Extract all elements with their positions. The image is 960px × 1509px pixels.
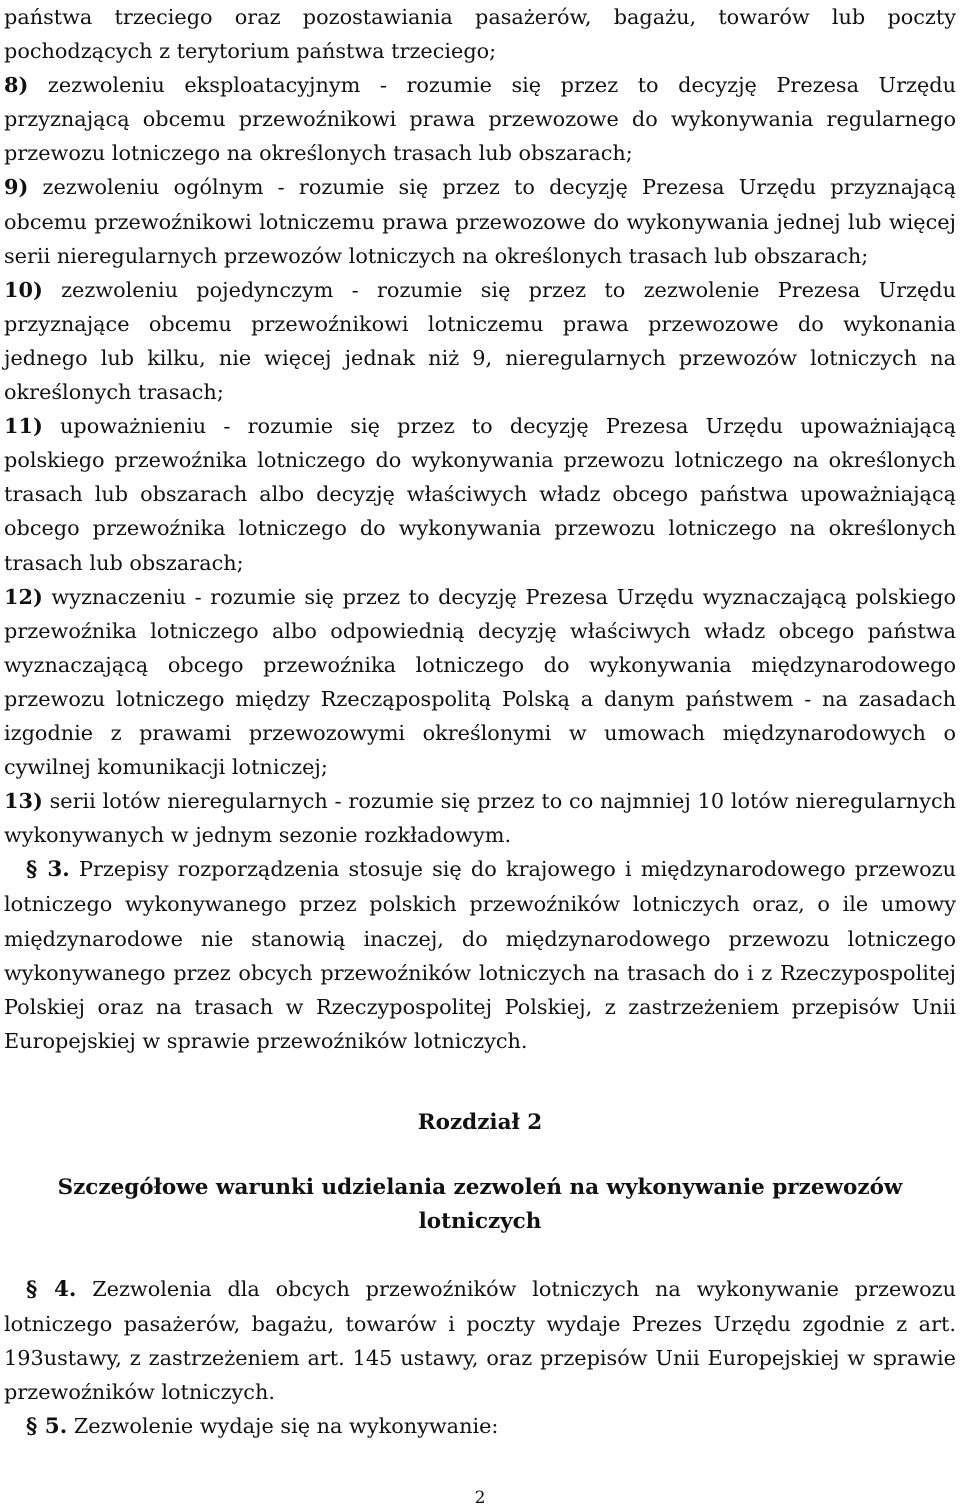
definition-text: zezwoleniu pojedynczym - rozumie się przez to zezwolenie Prezesa Urzędu przyznające obcemu przewoźnikowi lotniczemu prawa przewozowe do wykonania jednego lub kilku, nie więcej jednak niż 9, nieregularnych przewozów lotniczych na określonych trasach;: [4, 277, 956, 405]
document-page: [4, 0, 956, 1444]
definition-item-11: [4, 409, 956, 579]
definition-item-8: [4, 68, 956, 170]
section-4-paragraph: [4, 1272, 956, 1409]
section-5-marker: [26, 1414, 67, 1439]
definition-item-12: [4, 580, 956, 785]
chapter-heading: Szczegółowe warunki udzielania zezwoleń na wykonywanie przewozów lotniczych: [57, 1174, 903, 1235]
section-3-number: 3.: [47, 857, 70, 883]
section-3-marker: [26, 857, 70, 882]
section-4-number: 4.: [53, 1276, 77, 1302]
definition-text: upoważnieniu - rozumie się przez to decyzję Prezesa Urzędu upoważniającą polskiego przewoźnika lotniczego do wykonywania przewozu lotniczego na określonych trasach lub obszarach albo decyzję właściwych władz obcego państwa upoważniającą obcego przewoźnika lotniczego do wykonywania przewozu lotniczego na określonych trasach lub obszarach;: [4, 414, 956, 575]
definition-item-13: [4, 784, 956, 852]
definition-number: 8): [4, 72, 29, 98]
definition-number: 13): [4, 788, 43, 814]
definition-item-9: [4, 170, 956, 272]
chapter-title: Rozdział 2: [417, 1109, 543, 1135]
definition-text: wyznaczeniu - rozumie się przez to decyzję Prezesa Urzędu wyznaczającą polskiego przewoźnika lotniczego albo odpowiednią decyzję właściwych władz obcego państwa wyznaczającą obcego przewoźnika lotniczego do wykonywania międzynarodowego przewozu lotniczego między Rzecząpospolitą Polską a danym państwem - na zasadach izgodnie z prawami przewozowymi określonymi w umowach międzynarodowych o cywilnej komunikacji lotniczej;: [4, 584, 956, 780]
definition-number: 12): [4, 583, 43, 609]
definition-text: zezwoleniu eksploatacyjnym - rozumie się przez to decyzję Prezesa Urzędu przyznającą obcemu przewoźnikowi prawa przewozowe do wykonywania regularnego przewozu lotniczego na określonych trasach lub obszarach;: [4, 73, 956, 166]
section-3-text: Przepisy rozporządzenia stosuje się do krajowego i międzynarodowego przewozu lotniczego wykonywanego przez polskich przewoźników lotniczych oraz, o ile umowy międzynarodowe nie stanowią inaczej, do międzynarodowego przewozu lotniczego wykonywanego przez obcych przewoźników lotniczych na trasach do i z Rzeczypospolitej Polskiej oraz na trasach w Rzeczypospolitej Polskiej, z zastrzeżeniem przepisów Unii Europejskiej w sprawie przewoźników lotniczych.: [4, 857, 956, 1053]
definition-number: 11): [4, 413, 43, 439]
page-number: 2: [474, 1488, 486, 1508]
section-5-text: Zezwolenie wydaje się na wykonywanie:: [73, 1414, 499, 1439]
definition-text: serii lotów nieregularnych - rozumie się przez to co najmniej 10 lotów nieregularnych wykonywanych w jednym sezonie rozkładowym.: [4, 789, 956, 848]
section-3-paragraph: [4, 852, 956, 1058]
section-symbol: §: [26, 857, 38, 883]
section-5-paragraph: [4, 1409, 956, 1444]
section-4-marker: [26, 1277, 76, 1302]
continuation-paragraph: państwa trzeciego oraz pozostawiania pasażerów, bagażu, towarów lub poczty pochodzących z terytorium państwa trzeciego;: [4, 5, 956, 64]
definition-number: 10): [4, 276, 43, 302]
definition-number: 9): [4, 174, 29, 200]
section-symbol: §: [26, 1414, 38, 1440]
definition-item-10: [4, 273, 956, 409]
section-4-text: Zezwolenia dla obcych przewoźników lotniczych na wykonywanie przewozu lotniczego pasażerów, bagażu, towarów i poczty wydaje Prezes Urzędu zgodnie z art. 193ustawy, z zastrzeżeniem art. 145 ustawy, oraz przepisów Unii Europejskiej w sprawie przewoźników lotniczych.: [4, 1276, 956, 1405]
section-symbol: §: [26, 1276, 38, 1302]
section-5-number: 5.: [44, 1414, 68, 1440]
definition-text: zezwoleniu ogólnym - rozumie się przez to decyzję Prezesa Urzędu przyznającą obcemu przewoźnikowi lotniczemu prawa przewozowe do wykonywania jednej lub więcej serii nieregularnych przewozów lotniczych na określonych trasach lub obszarach;: [4, 175, 956, 268]
